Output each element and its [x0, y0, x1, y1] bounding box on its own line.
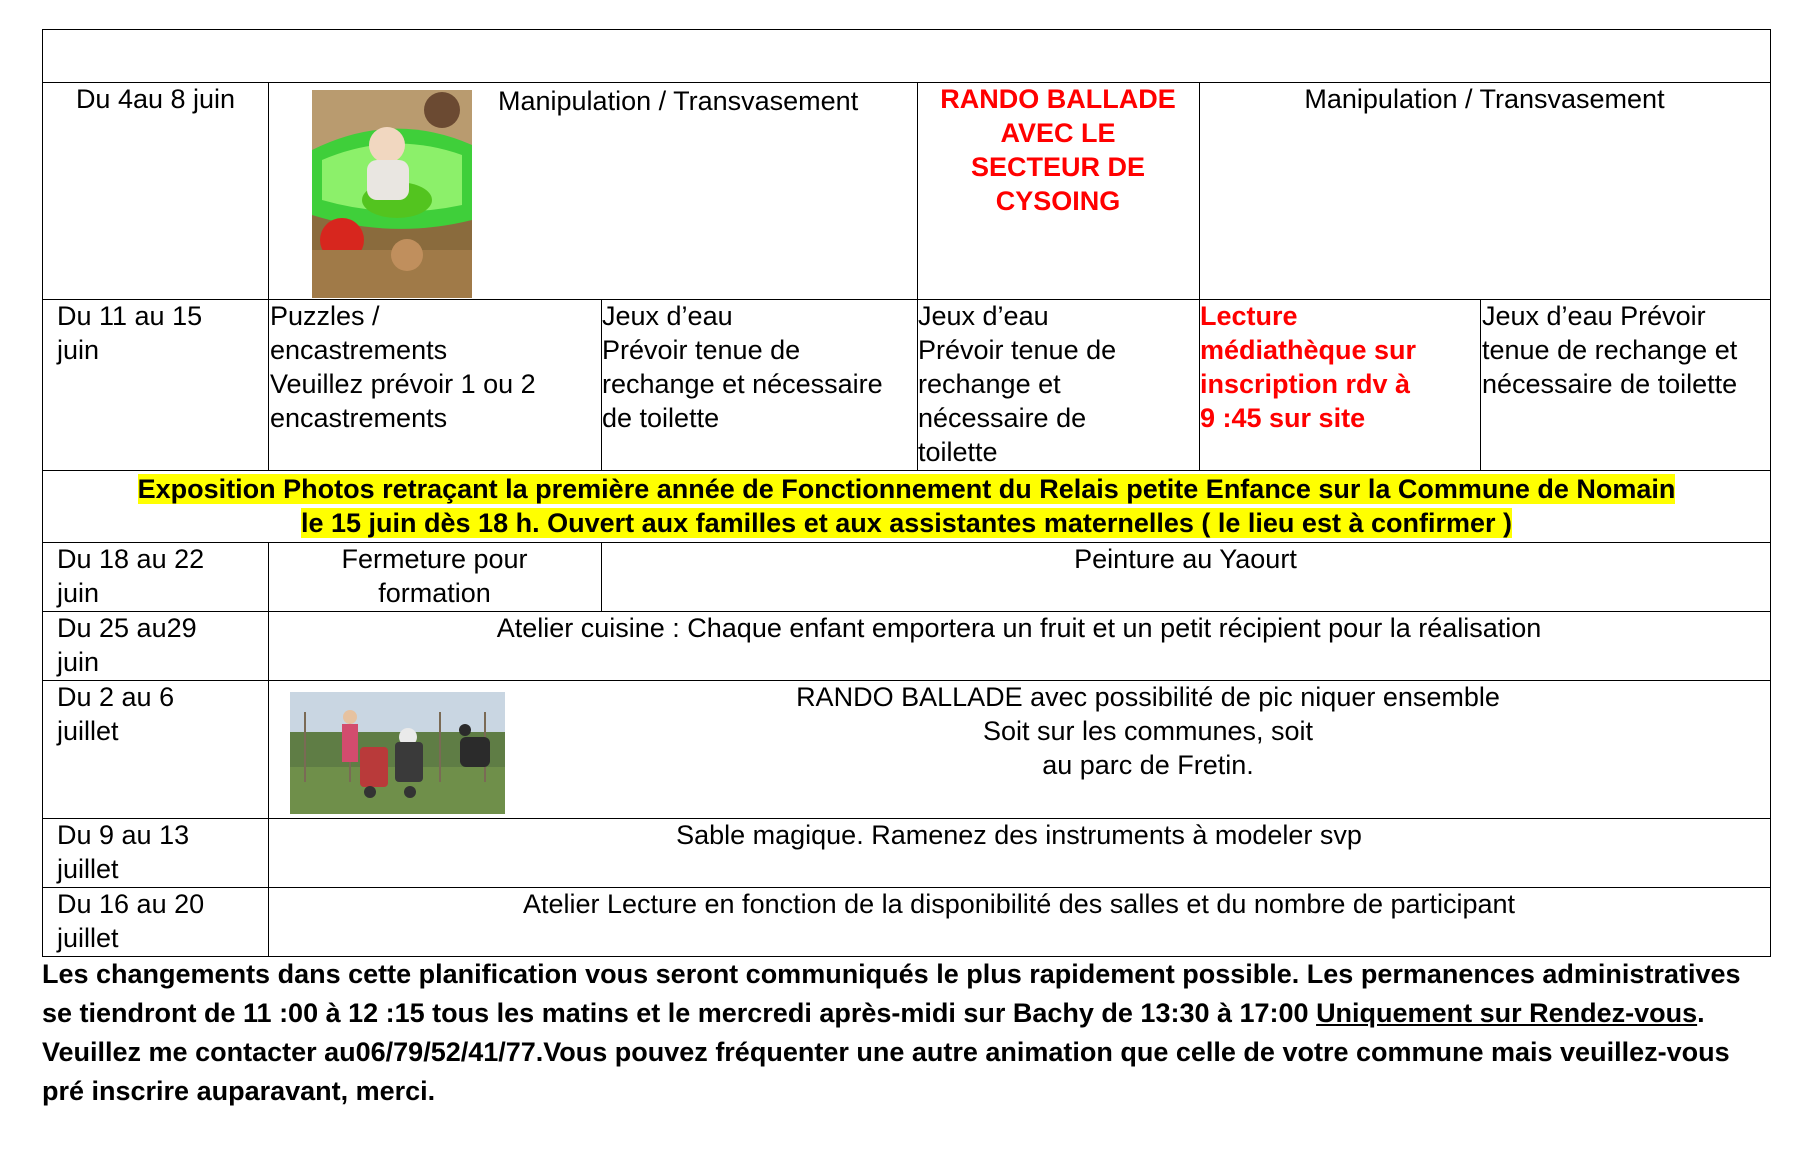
row2-jeux-eau-3: Jeux d’eau Prévoir tenue de rechange et nécessaire de toilette — [1480, 299, 1771, 471]
footer-rdv-underlined: Uniquement sur Rendez-vous — [1316, 998, 1698, 1028]
row4-atelier-cuisine: Atelier cuisine : Chaque enfant emportera un fruit et un petit récipient pour la réalisation — [268, 611, 1771, 681]
header-empty-row — [42, 29, 1771, 83]
row1-activity-label: Manipulation / Transvasement — [498, 86, 859, 116]
footer-notice — [42, 955, 1762, 1111]
family-walk-image — [290, 692, 505, 814]
footer-text-2: . Veuillez me contacter au06/79/52/41/77.Vous pouvez fréquenter une autre animation que celle de votre commune mais veuillez-vous pré inscrire auparavant, merci. — [42, 998, 1730, 1106]
row1-date: Du 4au 8 juin — [42, 82, 269, 300]
family-walk-photo — [290, 692, 505, 814]
row2-lecture-cell: Lecture médiathèque sur inscription rdv à 9 :45 sur site — [1199, 299, 1481, 471]
row6-sable-magique: Sable magique. Ramenez des instruments à modeler svp — [268, 818, 1771, 888]
row7-atelier-lecture: Atelier Lecture en fonction de la disponibilité des salles et du nombre de participant — [268, 887, 1771, 957]
row2-jeux-eau-1: Jeux d’eau Prévoir tenue de rechange et nécessaire de toilette — [601, 299, 918, 471]
row7-date: Du 16 au 20 juillet — [42, 887, 269, 957]
expo-line-1: Exposition Photos retraçant la première année de Fonctionnement du Relais petite Enfance sur la Commune de Nomain — [137, 474, 1676, 504]
row1-activity-b-cell: Manipulation / Transvasement — [1199, 82, 1771, 300]
row6-date: Du 9 au 13 juillet — [42, 818, 269, 888]
child-playing-image — [312, 90, 472, 298]
row1-rando-cell: RANDO BALLADE AVEC LE SECTEUR DE CYSOING — [917, 82, 1200, 300]
row2-date: Du 11 au 15 juin — [42, 299, 269, 471]
child-playing-photo — [312, 90, 472, 298]
row5-rando-cell — [268, 680, 1771, 819]
row3-fermeture-cell: Fermeture pour formation — [268, 542, 602, 612]
footer-text-1: Les changements dans cette planification vous seront communiqués le plus rapidement possible. Les permanences administratives se tiendront de 11 :00 à 12 :15 tous les matins et le mercredi après-midi sur Bachy de 13:30 à 17:00 — [42, 959, 1741, 1028]
row2-puzzles-cell: Puzzles / encastrements Veuillez prévoir 1 ou 2 encastrements — [268, 299, 602, 471]
row1-activity-cell — [268, 82, 918, 300]
row3-peinture-cell: Peinture au Yaourt — [601, 542, 1771, 612]
row4-date: Du 25 au29 juin — [42, 611, 269, 681]
row2-jeux-eau-2: Jeux d’eau Prévoir tenue de rechange et nécessaire de toilette — [917, 299, 1200, 471]
row5-date: Du 2 au 6 juillet — [42, 680, 269, 819]
expo-announcement — [42, 470, 1771, 543]
row3-date: Du 18 au 22 juin — [42, 542, 269, 612]
expo-line-2: le 15 juin dès 18 h. Ouvert aux familles et aux assistantes maternelles ( le lieu est à confirmer ) — [300, 508, 1512, 538]
row5-rando-text: RANDO BALLADE avec possibilité de pic niquer ensemble Soit sur les communes, soit au parc de Fretin. — [796, 682, 1500, 780]
